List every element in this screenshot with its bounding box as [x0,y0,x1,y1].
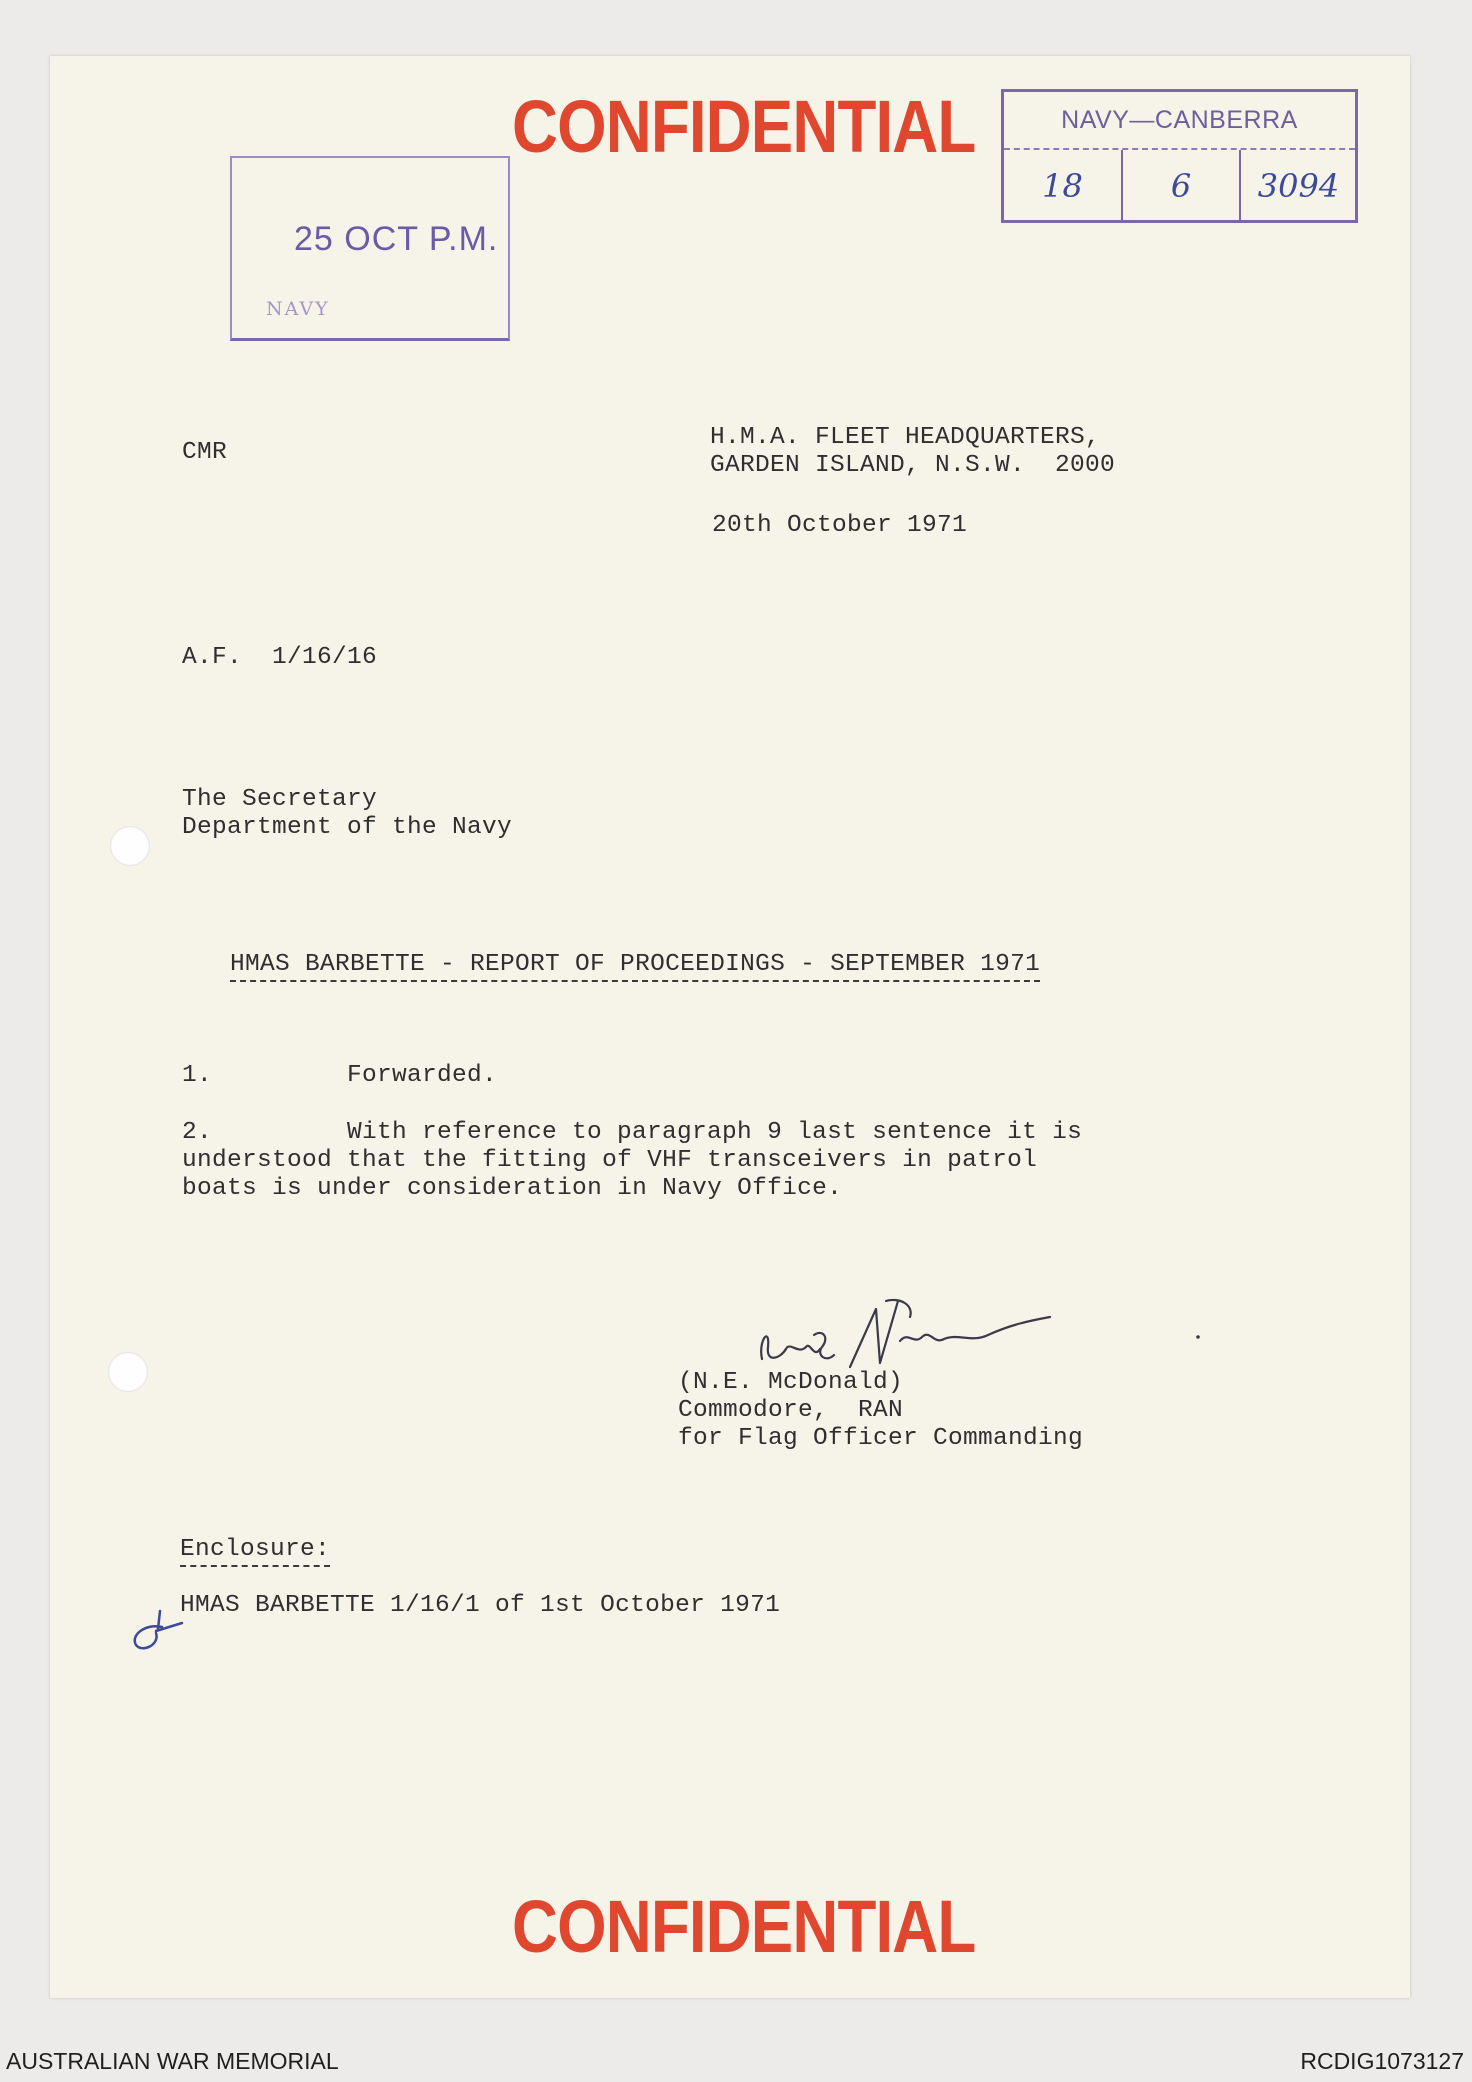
footer-archive-name: AUSTRALIAN WAR MEMORIAL [6,2048,339,2074]
signatory-line: for Flag Officer Commanding [678,1425,1084,1452]
received-stamp-office: NAVY [266,298,330,320]
paragraph-number: 2. [182,1119,213,1146]
registry-stamp-day: 18 [1042,167,1083,205]
subject-line [230,951,1040,979]
address-line: H.M.A. FLEET HEADQUARTERS, [710,424,1101,451]
recipient-block [182,786,512,842]
file-reference: A.F. 1/16/16 [182,644,378,671]
paragraph-1 [182,1062,498,1090]
registry-stamp [1001,89,1358,223]
address-line: GARDEN ISLAND, N.S.W. 2000 [710,452,1116,479]
paragraph-number: 1. [182,1062,213,1089]
signatory-line: (N.E. McDonald) [678,1369,904,1396]
handwritten-mark [120,1601,200,1661]
originator-code: CMR [182,439,228,466]
received-date-stamp [230,156,510,341]
classification-bottom: CONFIDENTIAL [512,1885,976,1968]
signatory-line: Commodore, RAN [678,1397,904,1424]
paragraph-line: understood that the fitting of VHF transceivers in patrol [182,1147,1038,1174]
enclosure-heading-text: Enclosure: [180,1536,330,1567]
letter-date: 20th October 1971 [712,512,968,539]
footer-record-id: RCDIG1073127 [1300,2048,1464,2074]
sender-address [710,424,1115,480]
signature-block [678,1369,1083,1453]
paragraph-text: Forwarded. [347,1062,498,1089]
registry-stamp-number: 3094 [1257,167,1340,205]
punch-hole-lower [108,1352,148,1392]
recipient-line: Department of the Navy [182,814,513,841]
punch-hole-upper [110,826,150,866]
registry-stamp-office: NAVY—CANBERRA [1004,92,1355,150]
paragraph-line: With reference to paragraph 9 last sentence it is [347,1119,1083,1146]
enclosure-text: HMAS BARBETTE 1/16/1 of 1st October 1971 [180,1592,781,1619]
subject-text: HMAS BARBETTE - REPORT OF PROCEEDINGS - SEPTEMBER 1971 [230,951,1040,982]
document-page [50,56,1410,1998]
handwritten-signature [710,1271,1210,1381]
received-stamp-date: 25 OCT P.M. [294,220,499,258]
registry-stamp-month: 6 [1170,167,1192,205]
classification-top: CONFIDENTIAL [512,85,976,168]
paragraph-line: boats is under consideration in Navy Office. [182,1175,843,1202]
enclosure-heading [180,1536,330,1564]
paragraph-2 [182,1119,1083,1203]
recipient-line: The Secretary [182,786,378,813]
